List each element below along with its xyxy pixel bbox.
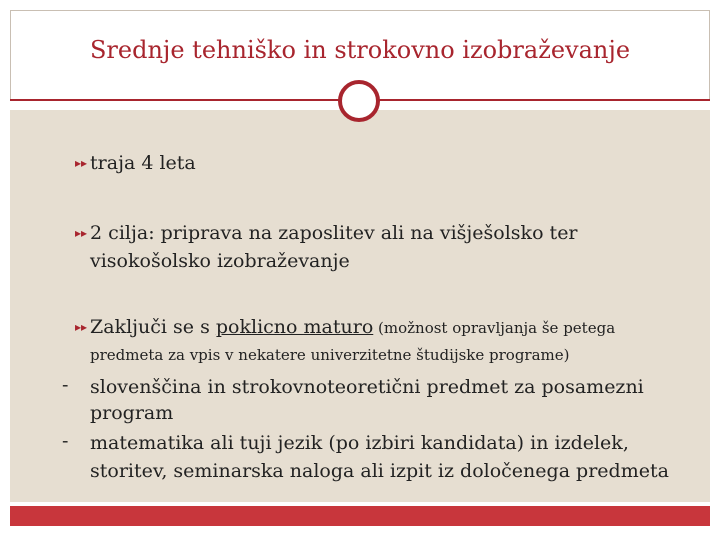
double-triangle-bullet-icon: ▸▸ bbox=[75, 156, 88, 170]
bullet-2-line1: 2 cilja: priprava na zaposlitev ali na višješolsko ter bbox=[90, 222, 578, 244]
sub-item-1-line2: program bbox=[90, 402, 174, 424]
bullet-3-underlined: poklicno maturo bbox=[215, 316, 374, 338]
bullet-3-prefix: Zaključi se s bbox=[90, 316, 216, 338]
bullet-3 bbox=[75, 316, 615, 338]
bullet-2-line2: visokošolsko izobraževanje bbox=[90, 250, 350, 272]
bullet-1-text: traja 4 leta bbox=[90, 152, 196, 174]
double-triangle-bullet-icon: ▸▸ bbox=[75, 320, 88, 334]
sub-item-2-line1: matematika ali tuji jezik (po izbiri kandidata) in izdelek, bbox=[90, 432, 629, 454]
double-triangle-bullet-icon: ▸▸ bbox=[75, 226, 88, 240]
sub-item-2-line2: storitev, seminarska naloga ali izpit iz določenega predmeta bbox=[90, 460, 669, 482]
bullet-3-small2: predmeta za vpis v nekatere univerzitetne študijske programe) bbox=[90, 346, 570, 364]
slide-title: Srednje tehniško in strokovno izobraževanje bbox=[89, 36, 631, 64]
bottom-accent-bar bbox=[10, 506, 710, 526]
bullet-3-small1: (možnost opravljanja še petega bbox=[373, 319, 616, 337]
circle-ornament-icon bbox=[338, 80, 380, 122]
sub-item-1-dash: - bbox=[62, 374, 69, 396]
sub-item-1-line1: slovenščina in strokovnoteoretični predmet za posamezni bbox=[90, 376, 644, 398]
sub-item-2-dash: - bbox=[62, 430, 69, 452]
bullet-2 bbox=[75, 222, 578, 244]
bullet-1 bbox=[75, 152, 196, 174]
